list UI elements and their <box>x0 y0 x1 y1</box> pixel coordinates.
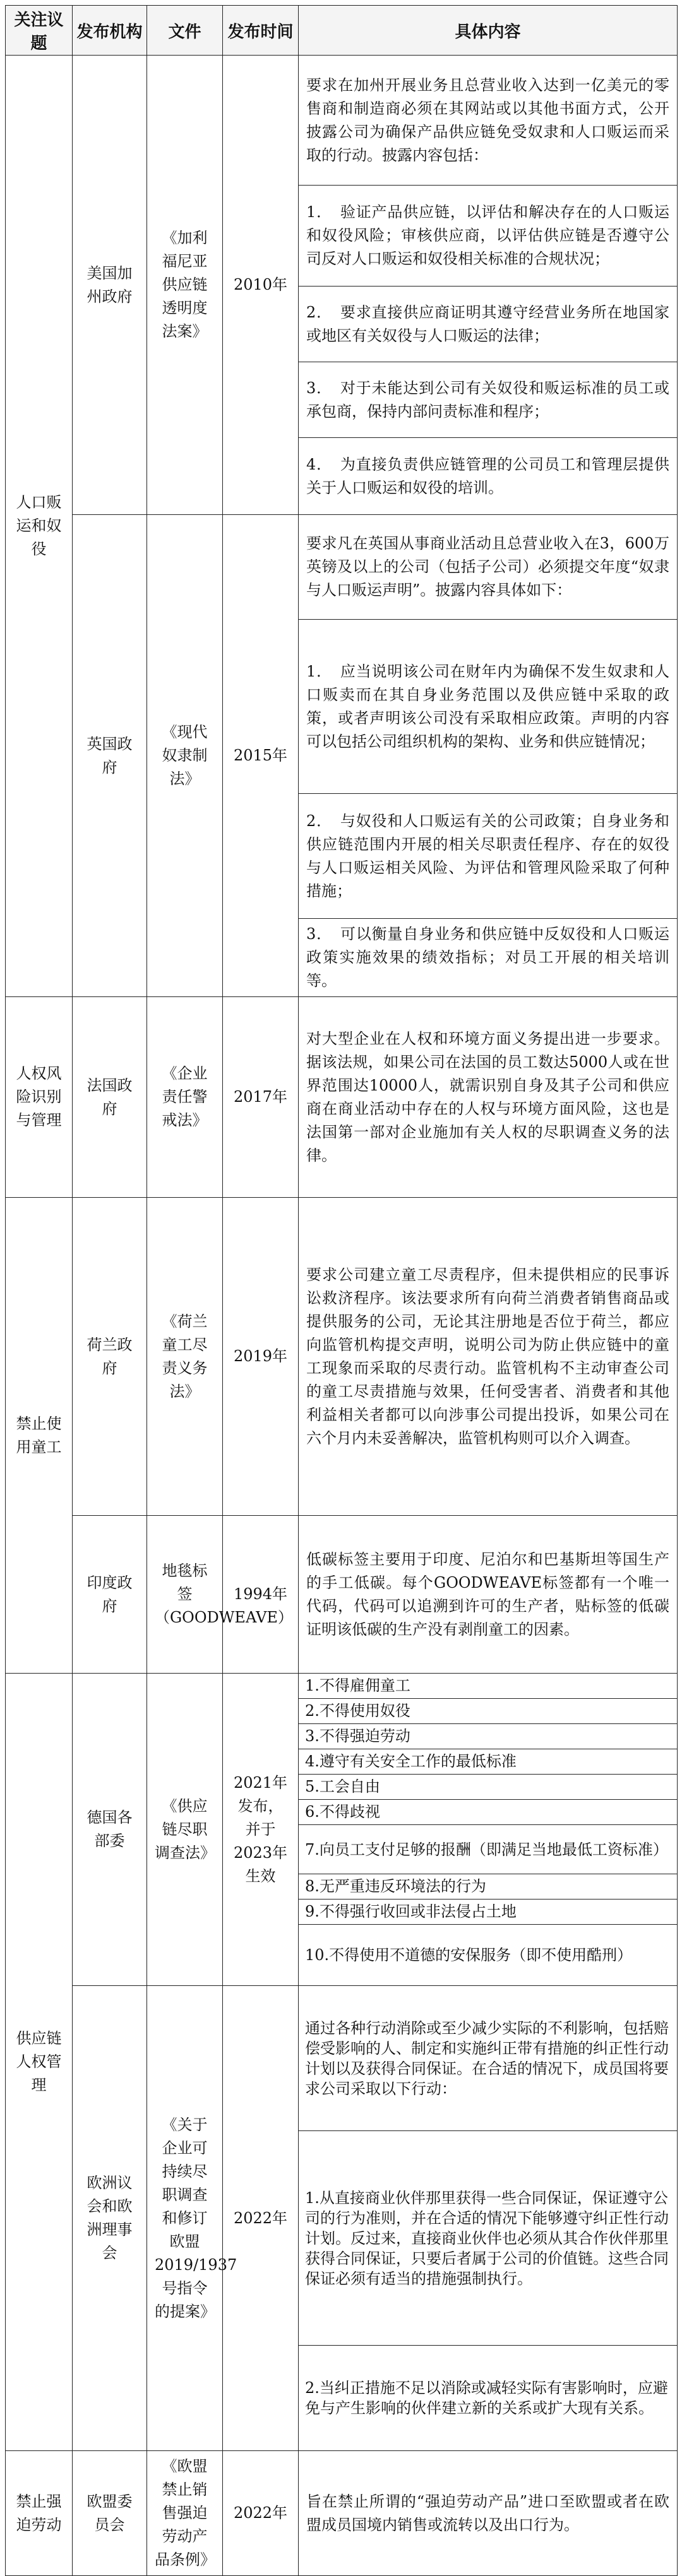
org-cell: 美国加州政府 <box>73 56 147 515</box>
list-item: 7.向员工支付足够的报酬（即满足当地最低工资标准） <box>299 1825 677 1874</box>
org-cell: 印度政府 <box>73 1516 147 1674</box>
list-item: 6.不得歧视 <box>299 1800 677 1825</box>
table-row <box>6 1674 678 1986</box>
time-cell: 1994年 <box>223 1516 299 1674</box>
content-cell: 旨在禁止所谓的“强迫劳动产品”进口至欧盟或者在欧盟成员国境内销售或流转以及出口行为。 <box>299 2451 678 2576</box>
time-cell: 2015年 <box>223 515 299 997</box>
regulation-table <box>5 5 678 2576</box>
doc-cell: 《企业责任警戒法》 <box>147 997 223 1198</box>
list-item: 8.无严重违反环境法的行为 <box>299 1874 677 1900</box>
table-row <box>6 1986 678 2451</box>
org-cell: 荷兰政府 <box>73 1198 147 1516</box>
content-cell: 2． 与奴役和人口贩运有关的公司政策；自身业务和供应链范围内开展的相关尽职责任程序、存在的奴役与人口贩运相关风险、为评估和管理风险采取了何种措施； <box>299 794 678 919</box>
content-cell: 要求公司建立童工尽责程序，但未提供相应的民事诉讼救济程序。该法要求所有向荷兰消费者销售商品或提供服务的公司，无论其注册地是否位于荷兰，都应向监管机构提交声明，说明公司为防止供应链中的童工现象而采取的尽责行动。监管机构不主动审查公司的童工尽责措施与效果，任何受害者、消费者和其他利益相关者都可以向涉事公司提出投诉，如果公司在六个月内未妥善解决，监管机构则可以介入调查。 <box>299 1198 678 1516</box>
table-row <box>6 997 678 1198</box>
doc-cell: 《荷兰童工尽责义务法》 <box>147 1198 223 1516</box>
list-item: 5.工会自由 <box>299 1775 677 1800</box>
content-cell: 对大型企业在人权和环境方面义务提出进一步要求。据该法规，如果公司在法国的员工数达5000人或在世界范围达10000人，就需识别自身及其子公司和供应商在商业活动中存在的人权与环境方面风险，这也是法国第一部对企业施加有关人权的尽职调查义务的法律。 <box>299 997 678 1198</box>
content-cell: 低碳标签主要用于印度、尼泊尔和巴基斯坦等国生产的手工低碳。每个GOODWEAVE标签都有一个唯一代码，代码可以追溯到许可的生产者，贴标签的低碳证明该低碳的生产没有剥削童工的因素。 <box>299 1516 678 1674</box>
content-cell: 要求在加州开展业务且总营业收入达到一亿美元的零售商和制造商必须在其网站或以其他书面方式，公开披露公司为确保产品供应链免受奴隶和人口贩运而采取的行动。披露内容包括： <box>299 56 678 186</box>
content-cell: 要求凡在英国从事商业活动且总营业收入在3，600万英镑及以上的公司（包括子公司）必须提交年度“奴隶与人口贩运声明”。披露内容具体如下： <box>299 515 678 620</box>
content-cell <box>299 1674 678 1986</box>
list-item: 3.不得强迫劳动 <box>299 1724 677 1749</box>
org-cell: 欧洲议会和欧洲理事会 <box>73 1986 147 2451</box>
time-cell: 2022年 <box>223 1986 299 2451</box>
doc-cell: 《欧盟禁止销售强迫劳动产品条例》 <box>147 2451 223 2576</box>
doc-cell: 《加利福尼亚供应链透明度法案》 <box>147 56 223 515</box>
header-doc: 文件 <box>147 6 223 56</box>
list-item: 1.从直接商业伙伴那里获得一些合同保证，保证遵守公司的行为准则，并在合适的情况下能够遵守纠正性行动计划。反过来，直接商业伙伴也必须从其合作伙伴那里获得合同保证，只要后者属于公司的价值链。这些合同保证必须有适当的措施强制执行。 <box>299 2131 677 2346</box>
time-cell: 2022年 <box>223 2451 299 2576</box>
header-content: 具体内容 <box>299 6 678 56</box>
list-item: 2.不得使用奴役 <box>299 1699 677 1724</box>
content-cell: 4． 为直接负责供应链管理的公司员工和管理层提供关于人口贩运和奴役的培训。 <box>299 438 678 515</box>
time-cell: 2017年 <box>223 997 299 1198</box>
header-row <box>6 6 678 56</box>
table-row <box>6 515 678 620</box>
table-row <box>6 1198 678 1516</box>
org-cell: 欧盟委员会 <box>73 2451 147 2576</box>
doc-cell: 《现代奴隶制法》 <box>147 515 223 997</box>
org-cell: 英国政府 <box>73 515 147 997</box>
header-time: 发布时间 <box>223 6 299 56</box>
content-cell: 2． 要求直接供应商证明其遵守经营业务所在地国家或地区有关奴役与人口贩运的法律； <box>299 287 678 362</box>
list-item: 4.遵守有关安全工作的最低标准 <box>299 1749 677 1775</box>
content-cell: 1． 验证产品供应链，以评估和解决存在的人口贩运和奴役风险；审核供应商，以评估供应链是否遵守公司反对人口贩运和奴役相关标准的合规状况； <box>299 186 678 287</box>
doc-cell: 《关于企业可持续尽职调查和修订欧盟2019/1937号指令的提案》 <box>147 1986 223 2451</box>
table-row <box>6 1516 678 1674</box>
table-row <box>6 56 678 186</box>
topic-cell: 人口贩运和奴役 <box>6 56 73 997</box>
list-item: 9.不得强行收回或非法侵占土地 <box>299 1900 677 1925</box>
time-cell: 2019年 <box>223 1198 299 1516</box>
header-org: 发布机构 <box>73 6 147 56</box>
content-cell <box>299 1986 678 2451</box>
org-cell: 德国各部委 <box>73 1674 147 1986</box>
doc-cell: 《供应链尽职调查法》 <box>147 1674 223 1986</box>
doc-cell: 地毯标签（GOODWEAVE） <box>147 1516 223 1674</box>
list-item: 10.不得使用不道德的安保服务（即不使用酷刑） <box>305 1946 633 1964</box>
content-cell: 1． 应当说明该公司在财年内为确保不发生奴隶和人口贩卖而在其自身业务范围以及供应链中采取的政策，或者声明该公司没有采取相应政策。声明的内容可以包括公司组织机构的架构、业务和供应链情况； <box>299 620 678 794</box>
topic-cell: 禁止使用童工 <box>6 1198 73 1674</box>
topic-cell: 供应链人权管理 <box>6 1674 73 2451</box>
header-topic: 关注议题 <box>6 6 73 56</box>
list-item: 2.当纠正措施不足以消除或减轻实际有害影响时，应避免与产生影响的伙伴建立新的关系或扩大现有关系。 <box>305 2379 668 2417</box>
topic-cell: 禁止强迫劳动 <box>6 2451 73 2576</box>
org-cell: 法国政府 <box>73 997 147 1198</box>
content-cell: 3． 可以衡量自身业务和供应链中反奴役和人口贩运政策实施效果的绩效指标；对员工开展的相关培训等。 <box>299 919 678 997</box>
content-cell: 3． 对于未能达到公司有关奴役和贩运标准的员工或承包商，保持内部问责标准和程序； <box>299 362 678 438</box>
table-row <box>6 2451 678 2576</box>
topic-cell: 人权风险识别与管理 <box>6 997 73 1198</box>
time-cell: 2010年 <box>223 56 299 515</box>
list-item: 1.不得雇佣童工 <box>299 1674 677 1699</box>
time-cell: 2021年发布，并于2023年生效 <box>223 1674 299 1986</box>
list-item: 通过各种行动消除或至少减少实际的不利影响，包括赔偿受影响的人、制定和实施纠正带有措施的纠正性行动计划以及获得合同保证。在合适的情况下，成员国将要求公司采取以下行动： <box>299 1986 677 2131</box>
